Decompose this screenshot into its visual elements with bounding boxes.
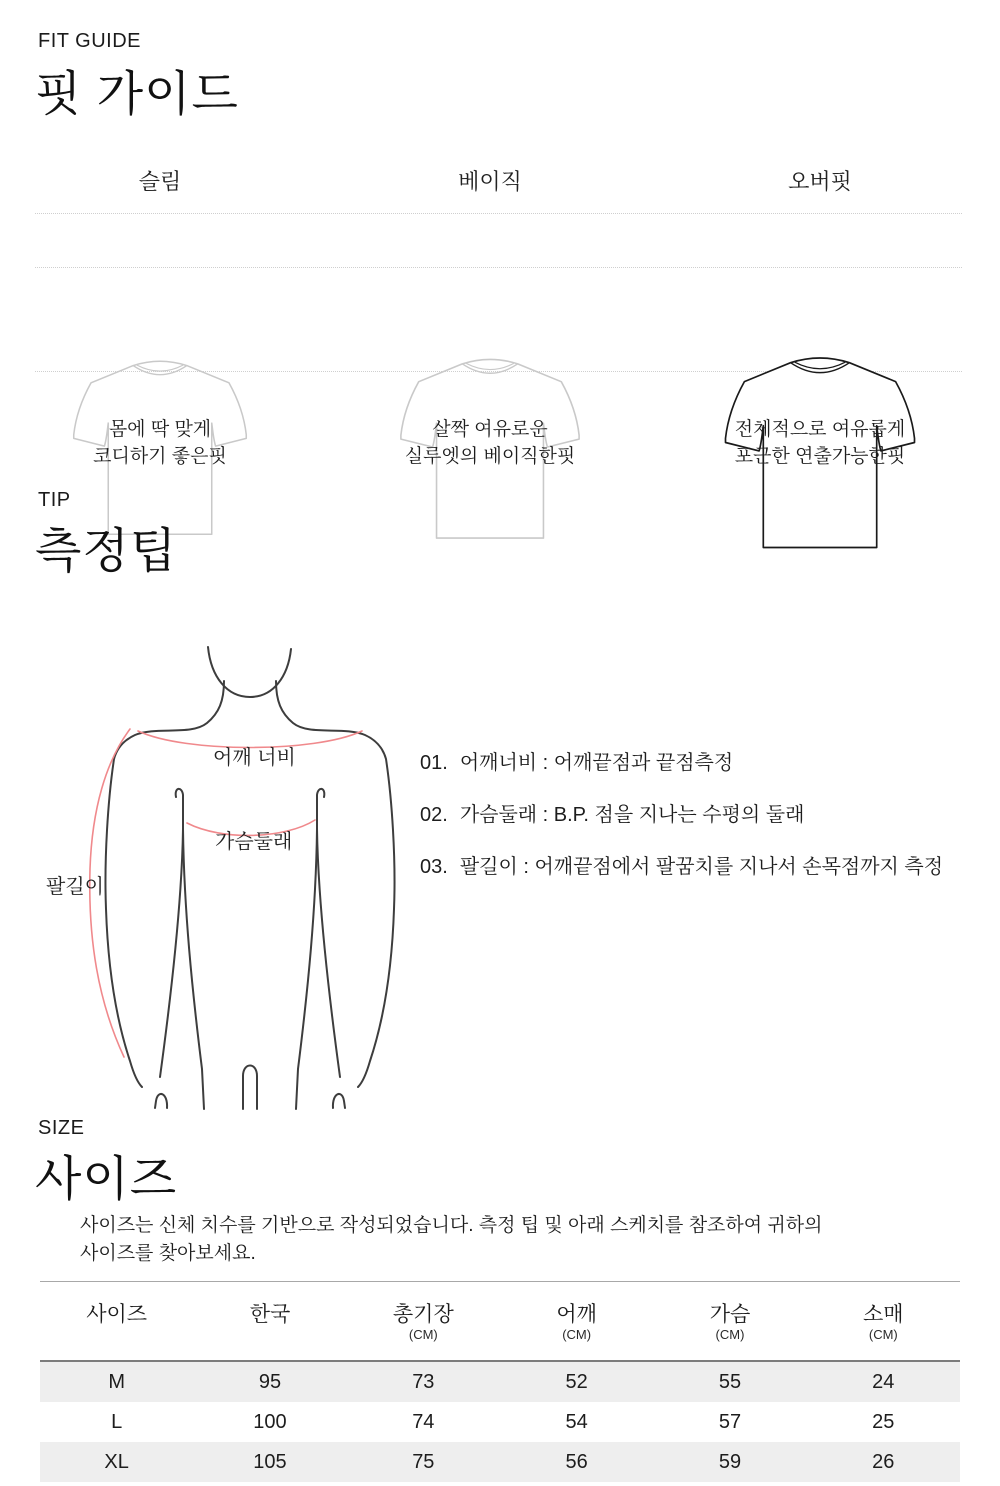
- fit-label-basic: 베이직: [458, 169, 522, 194]
- tip-item-2-text: 가슴둘래 : B.P. 점을 지나는 수평의 둘래: [459, 804, 805, 826]
- fit-desc-overfit: 전체적으로 여유롭게 포근한 연출가능한핏: [734, 419, 906, 467]
- fit-desc-basic: 살짝 여유로운 실루엣의 베이직한핏: [404, 419, 576, 467]
- fit-diagram: [0, 165, 1000, 400]
- size-table: [40, 1281, 960, 1482]
- fit-desc-slim: 몸에 딱 맞게 코디하기 좋은핏: [93, 419, 227, 467]
- col-shoulder: 어깨 (CM): [556, 1303, 597, 1342]
- tip-item-2-number: 02.: [420, 804, 448, 826]
- body-measurement-diagram: [46, 628, 410, 1110]
- size-title: 사이즈: [35, 1153, 178, 1206]
- col-sleeve: 소매 (CM): [863, 1303, 904, 1342]
- tip-item-3-number: 03.: [420, 856, 448, 878]
- arm-length-label: 팔길이: [46, 876, 104, 898]
- size-table-header: [40, 1282, 960, 1362]
- chest-girth-label: 가슴둘래: [215, 831, 293, 853]
- size-eyebrow: SIZE: [38, 1117, 85, 1139]
- fit-label-overfit: 오버핏: [788, 169, 852, 194]
- col-size: 사이즈: [86, 1303, 148, 1326]
- table-row-m: M 95 73 52 55 24: [40, 1362, 960, 1402]
- size-description: 사이즈는 신체 치수를 기반으로 작성되었습니다. 측정 팁 및 아래 스케치를 참조하여 귀하의 사이즈를 찾아보세요.: [80, 1215, 823, 1264]
- chest-guide-line: [35, 267, 962, 268]
- tip-item-1: [420, 746, 733, 775]
- table-row-xl: XL 105 75 56 59 26: [40, 1442, 960, 1482]
- tip-item-3: [420, 850, 943, 879]
- tip-item-1-text: 어깨너비 : 어깨끝점과 끝점측정: [459, 752, 734, 774]
- tip-item-1-number: 01.: [420, 752, 448, 774]
- tip-eyebrow: TIP: [38, 489, 71, 511]
- tip-item-3-text: 팔길이 : 어깨끝점에서 팔꿈치를 지나서 손목점까지 측정: [459, 856, 944, 878]
- shoulder-guide-line: [35, 213, 962, 214]
- fit-guide-title: 핏 가이드: [35, 68, 239, 121]
- fit-label-slim: 슬림: [138, 169, 182, 194]
- col-total-length: 총기장 (CM): [392, 1303, 454, 1342]
- tip-title: 측정팁: [35, 525, 178, 578]
- col-korea: 한국: [249, 1303, 291, 1326]
- col-chest: 가슴 (CM): [709, 1303, 751, 1342]
- shoulder-width-label: 어깨 너비: [213, 747, 296, 769]
- table-row-l: L 100 74 54 57 25: [111, 1410, 895, 1433]
- tip-item-2: [420, 798, 804, 827]
- fit-guide-eyebrow: FIT GUIDE: [38, 30, 142, 52]
